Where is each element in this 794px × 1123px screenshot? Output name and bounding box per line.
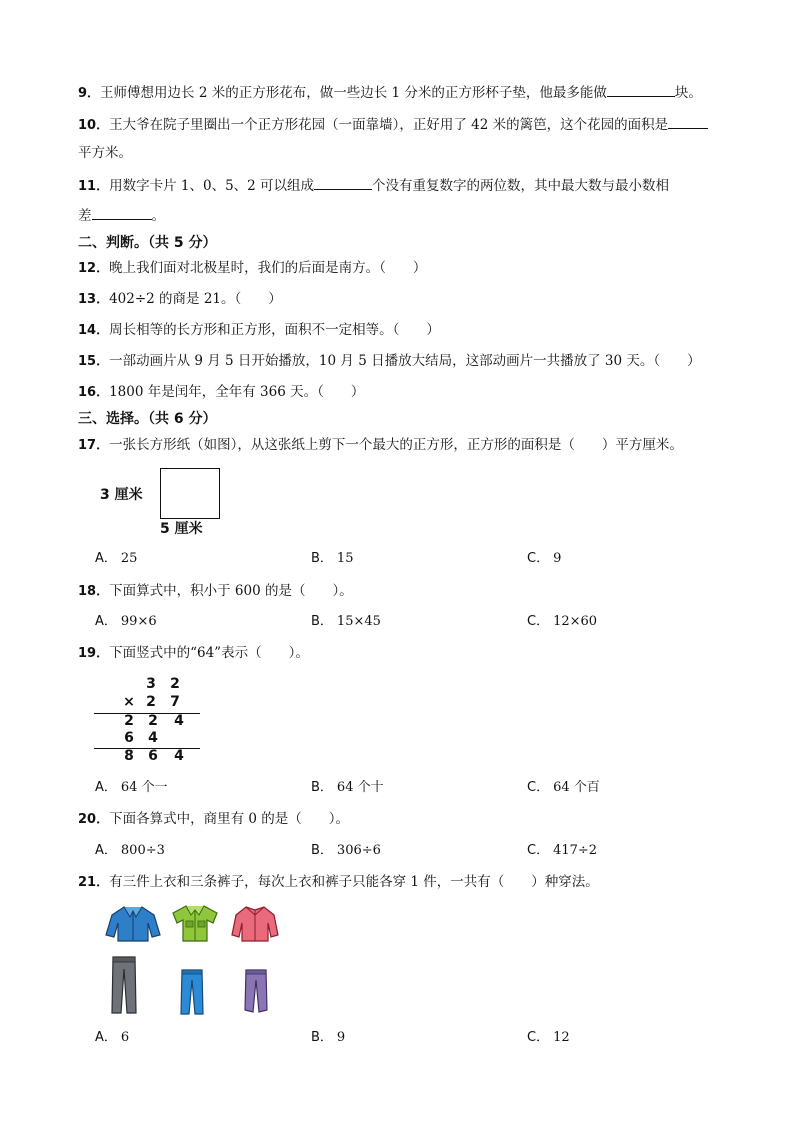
- answer-blank[interactable]: [92, 205, 152, 220]
- option-value: 64 个十: [336, 780, 384, 795]
- question-number: 10．: [78, 118, 110, 133]
- option-a[interactable]: [95, 778, 168, 798]
- question-20: [78, 809, 349, 830]
- option-value: 9: [336, 1030, 346, 1045]
- question-13: [78, 289, 282, 310]
- question-18: [78, 581, 353, 602]
- question-text: 平方米。: [78, 145, 132, 161]
- option-b[interactable]: [311, 549, 353, 569]
- question-17: [78, 435, 683, 456]
- question-text-end: 块。: [674, 85, 702, 101]
- question-text: 差: [78, 208, 92, 224]
- question-number: 14．: [78, 323, 110, 338]
- question-12: [78, 258, 426, 279]
- option-label: C．: [527, 843, 550, 858]
- question-number: 13．: [78, 292, 110, 307]
- option-label: A．: [95, 843, 117, 858]
- section-heading: 二、判断。（共 5 分）: [78, 235, 217, 251]
- option-c[interactable]: [527, 549, 561, 569]
- question-number: 17．: [78, 438, 110, 453]
- option-label: A．: [95, 614, 117, 629]
- blue-jacket-icon: [104, 903, 162, 943]
- question-11: [78, 175, 669, 197]
- option-label: A．: [95, 1030, 117, 1045]
- question-number: 20．: [78, 812, 110, 827]
- option-b[interactable]: [311, 612, 381, 632]
- question-text: 王师傅想用边长 2 米的正方形花布，做一些边长 1 分米的正方形杯子垫，他最多能做: [100, 85, 607, 101]
- question-text: 1800 年是闰年，全年有 366 天。（ ）: [109, 384, 365, 400]
- option-label: C．: [527, 614, 550, 629]
- option-b[interactable]: [311, 778, 384, 798]
- option-c[interactable]: [527, 778, 600, 798]
- question-number: 9．: [78, 86, 101, 101]
- option-label: A．: [95, 780, 117, 795]
- option-c[interactable]: [527, 1028, 570, 1048]
- question-19: [78, 643, 309, 664]
- question-text: 有三件上衣和三条裤子，每次上衣和裤子只能各穿 1 件，一共有（ ）种穿法。: [109, 874, 599, 890]
- option-value: 12: [553, 1030, 570, 1045]
- question-10-line2: [78, 143, 132, 163]
- question-text: 晚上我们面对北极星时，我们的后面是南方。（ ）: [109, 260, 427, 276]
- question-9: [78, 82, 702, 104]
- option-value: 800÷3: [120, 843, 165, 858]
- option-label: C．: [527, 780, 550, 795]
- option-label: B．: [311, 551, 333, 566]
- option-label: C．: [527, 1030, 550, 1045]
- option-value: 99×6: [120, 614, 157, 629]
- option-a[interactable]: [95, 841, 165, 861]
- question-21: [78, 872, 599, 893]
- digit: 3: [146, 676, 156, 692]
- question-text-mid: 个没有重复数字的两位数，其中最大数与最小数相: [372, 178, 670, 194]
- green-shirt-icon: [169, 903, 221, 943]
- option-label: A．: [95, 551, 117, 566]
- question-number: 16．: [78, 385, 110, 400]
- rectangle-height-label: 3 厘米: [100, 487, 143, 503]
- option-label: B．: [311, 614, 333, 629]
- option-a[interactable]: [95, 549, 137, 569]
- question-text: 下面各算式中，商里有 0 的是（ ）。: [109, 811, 350, 827]
- question-text: 王大爷在院子里圈出一个正方形花园（一面靠墙），正好用了 42 米的篱笆，这个花园的面积是: [109, 117, 669, 133]
- question-text: 402÷2 的商是 21。（ ）: [109, 291, 282, 307]
- section-heading: 三、选择。（共 6 分）: [78, 411, 217, 427]
- option-value: 9: [553, 551, 562, 566]
- option-value: 64 个百: [553, 780, 600, 795]
- question-number: 21．: [78, 875, 110, 890]
- option-label: B．: [311, 780, 333, 795]
- option-value: 15×45: [336, 614, 381, 629]
- question-number: 19．: [78, 646, 110, 661]
- digit: 6: [148, 748, 158, 764]
- vertical-multiplication: [94, 674, 204, 770]
- question-text: 用数字卡片 1、0、5、2 可以组成: [109, 178, 315, 194]
- question-text: 下面竖式中的“64”表示（ ）。: [109, 645, 309, 661]
- digit: 2: [170, 676, 180, 692]
- option-value: 12×60: [553, 614, 598, 629]
- option-value: 25: [120, 551, 138, 566]
- question-11-line2: [78, 205, 165, 226]
- question-number: 12．: [78, 261, 110, 276]
- digit: 2: [124, 713, 134, 729]
- question-text: 周长相等的长方形和正方形，面积不一定相等。（ ）: [109, 322, 440, 338]
- digit: 2: [148, 713, 158, 729]
- question-text: 一部动画片从 9 月 5 日开始播放，10 月 5 日播放大结局，这部动画片一共播放了 30 天。（ ）: [109, 353, 701, 369]
- blue-pants-icon: [179, 968, 205, 1016]
- digit: 4: [148, 730, 158, 746]
- question-10: [78, 114, 708, 136]
- option-label: C．: [527, 551, 550, 566]
- digit: 4: [174, 748, 184, 764]
- option-label: B．: [311, 1030, 333, 1045]
- question-number: 18．: [78, 584, 110, 599]
- option-value: 306÷6: [336, 843, 381, 858]
- rectangle-shape: [160, 468, 220, 519]
- digit: 7: [170, 694, 180, 710]
- question-text-end: 。: [151, 208, 165, 224]
- answer-blank[interactable]: [314, 175, 372, 190]
- option-c[interactable]: [527, 612, 597, 632]
- digit: 2: [146, 694, 156, 710]
- red-sweater-icon: [230, 903, 280, 943]
- digit: 6: [124, 730, 134, 746]
- option-value: 64 个一: [120, 780, 168, 795]
- multiply-sign: ×: [123, 694, 135, 710]
- option-value: 15: [336, 551, 354, 566]
- question-15: [78, 351, 701, 372]
- answer-blank[interactable]: [607, 82, 675, 97]
- option-a[interactable]: [95, 612, 157, 632]
- rectangle-width-label: 5 厘米: [160, 521, 203, 537]
- option-value: 6: [120, 1030, 130, 1045]
- purple-pants-icon: [243, 968, 269, 1014]
- option-c[interactable]: [527, 841, 597, 861]
- question-14: [78, 320, 440, 341]
- digit: 8: [124, 748, 134, 764]
- question-number: 11．: [78, 179, 110, 194]
- question-text: 下面算式中，积小于 600 的是（ ）。: [109, 583, 353, 599]
- option-value: 417÷2: [553, 843, 598, 858]
- question-number: 15．: [78, 354, 110, 369]
- answer-blank[interactable]: [668, 114, 708, 129]
- question-text: 一张长方形纸（如图），从这张纸上剪下一个最大的正方形，正方形的面积是（ ）平方厘米。: [109, 437, 683, 453]
- option-label: B．: [311, 843, 333, 858]
- digit: 4: [174, 713, 184, 729]
- option-b[interactable]: [311, 1028, 345, 1048]
- gray-pants-icon: [110, 955, 138, 1015]
- option-b[interactable]: [311, 841, 381, 861]
- option-a[interactable]: [95, 1028, 129, 1048]
- question-16: [78, 382, 364, 403]
